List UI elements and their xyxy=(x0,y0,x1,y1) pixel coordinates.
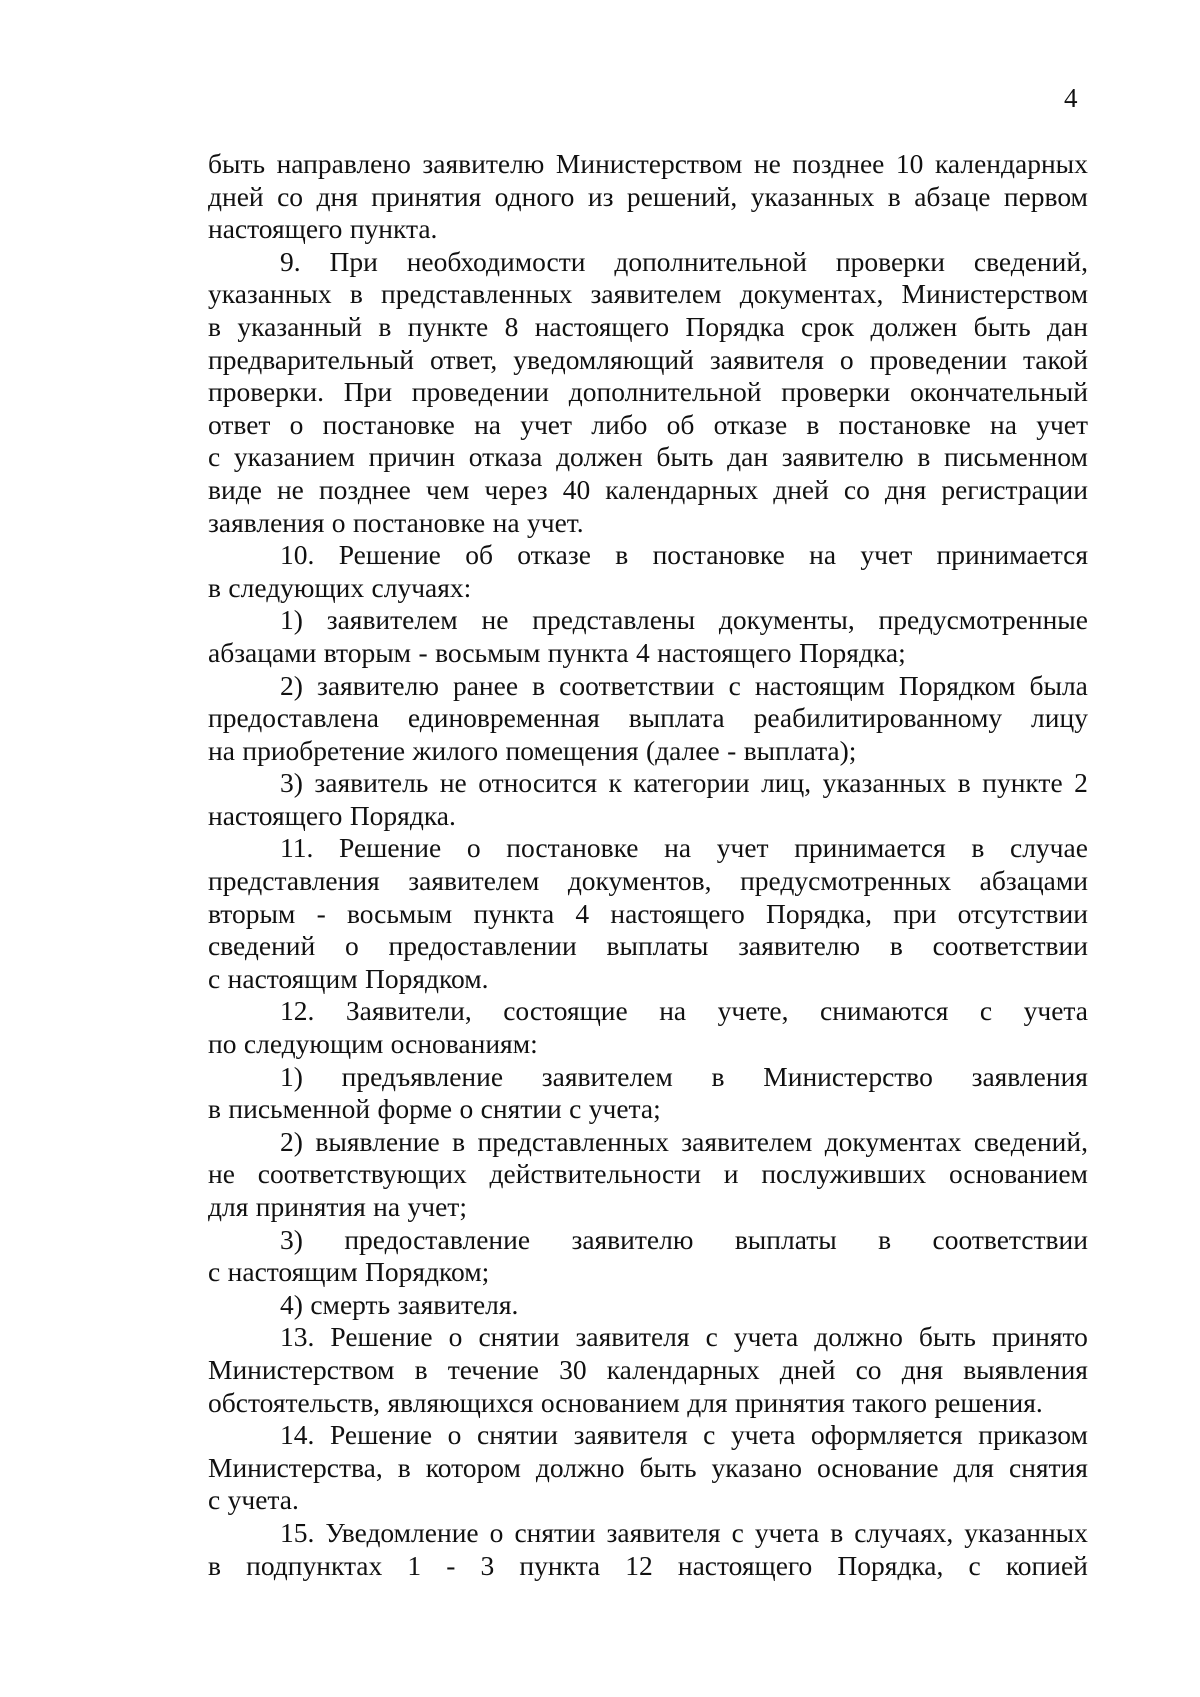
text-line: 14. Решение о снятии заявителя с учета оформляется приказом xyxy=(280,1419,1088,1451)
text-line: 1) предъявление заявителем в Министерство заявления xyxy=(280,1060,1088,1092)
text-line: предварительный ответ, уведомляющий заявителя о проведении такой xyxy=(208,343,1088,375)
text-line: Министерством в течение 30 календарных дней со дня выявления xyxy=(208,1353,1088,1385)
text-line: ответ о постановке на учет либо об отказе в постановке на учет xyxy=(208,408,1088,440)
text-line: предоставлена единовременная выплата реабилитированному лицу xyxy=(208,702,1088,734)
text-line: представления заявителем документов, предусмотренных абзацами xyxy=(208,865,1088,897)
text-line: 1) заявителем не представлены документы, предусмотренные xyxy=(280,604,1088,636)
page-number: 4 xyxy=(1064,83,1078,113)
text-line: Министерства, в котором должно быть указано основание для снятия xyxy=(208,1451,1088,1483)
text-line: абзацами вторым - восьмым пункта 4 настоящего Порядка; xyxy=(208,636,906,668)
text-line: 4) смерть заявителя. xyxy=(280,1288,519,1320)
text-line: 3) предоставление заявителю выплаты в соответствии xyxy=(280,1223,1088,1255)
text-line: 2) заявителю ранее в соответствии с настоящим Порядком была xyxy=(280,669,1088,701)
text-line: указанных в представленных заявителем документах, Министерством xyxy=(208,278,1088,310)
text-line: с настоящим Порядком; xyxy=(208,1256,490,1288)
text-line: не соответствующих действительности и послуживших основанием xyxy=(208,1158,1088,1190)
text-line: 2) выявление в представленных заявителем документах сведений, xyxy=(280,1125,1088,1157)
text-line: 3) заявитель не относится к категории лиц, указанных в пункте 2 xyxy=(280,767,1088,799)
text-line: заявления о постановке на учет. xyxy=(208,506,584,538)
text-line: в подпунктах 1 - 3 пункта 12 настоящего Порядка, с копией xyxy=(208,1549,1088,1581)
document-body xyxy=(208,148,1088,1582)
text-line: 13. Решение о снятии заявителя с учета должно быть принято xyxy=(280,1321,1088,1353)
text-line: быть направлено заявителю Министерством не позднее 10 календарных xyxy=(208,148,1088,179)
text-line: в письменной форме о снятии с учета; xyxy=(208,1093,661,1125)
text-line: на приобретение жилого помещения (далее - выплата); xyxy=(208,734,857,766)
text-line: настоящего Порядка. xyxy=(208,799,456,831)
text-line: для принятия на учет; xyxy=(208,1191,467,1222)
text-line: вторым - восьмым пункта 4 настоящего Порядка, при отсутствии xyxy=(208,897,1088,929)
text-line: по следующим основаниям: xyxy=(208,1028,538,1060)
text-line: обстоятельств, являющихся основанием для принятия такого решения. xyxy=(208,1386,1043,1418)
text-line: с настоящим Порядком. xyxy=(208,962,489,994)
text-line: проверки. При проведении дополнительной проверки окончательный xyxy=(208,376,1088,408)
text-line: 12. Заявители, состоящие на учете, снимаются с учета xyxy=(280,995,1088,1027)
text-line: виде не позднее чем через 40 календарных дней со дня регистрации xyxy=(208,473,1088,505)
text-line: сведений о предоставлении выплаты заявителю в соответствии xyxy=(208,930,1088,962)
text-line: 9. При необходимости дополнительной проверки сведений, xyxy=(280,245,1088,277)
text-line: 15. Уведомление о снятии заявителя с учета в случаях, указанных xyxy=(280,1516,1088,1548)
text-line: с указанием причин отказа должен быть дан заявителю в письменном xyxy=(208,441,1088,473)
text-line: в указанный в пункте 8 настоящего Порядка срок должен быть дан xyxy=(208,310,1088,342)
text-line: дней со дня принятия одного из решений, указанных в абзаце первом xyxy=(208,180,1088,212)
text-line: настоящего пункта. xyxy=(208,213,438,245)
text-line: 10. Решение об отказе в постановке на учет принимается xyxy=(280,539,1088,571)
text-line: с учета. xyxy=(208,1484,299,1516)
text-line: в следующих случаях: xyxy=(208,571,472,603)
text-line: 11. Решение о постановке на учет принимается в случае xyxy=(280,832,1088,864)
